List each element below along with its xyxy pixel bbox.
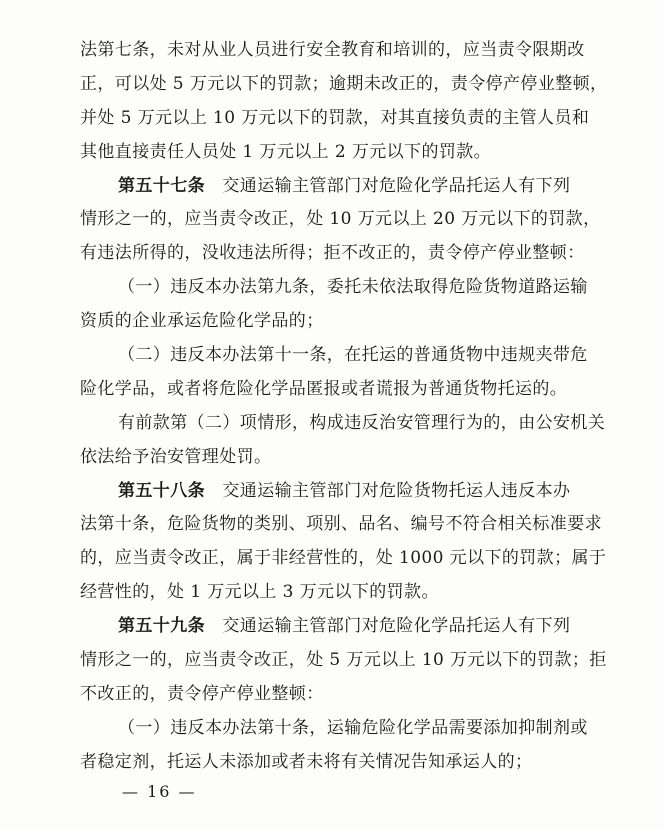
text-line: 正，可以处 5 万元以下的罚款；逾期未改正的，责令停产停业整顿， — [80, 73, 608, 94]
article-58-title: 第五十八条 — [118, 480, 205, 501]
text-line: 的，应当责令改正，属于非经营性的，处 1000 元以下的罚款；属于 — [80, 548, 607, 569]
text-line: 经营性的，处 1 万元以上 3 万元以下的罚款。 — [80, 582, 439, 603]
text-line: 者稳定剂，托运人未添加或者未将有关情况告知承运人的； — [80, 751, 533, 772]
text-line: 法第十条，危险货物的类别、项别、品名、编号不符合相关标准要求 — [80, 514, 602, 535]
text-span: 交通运输主管部门对危险化学品托运人有下列 — [222, 616, 571, 637]
text-line: 法第七条，未对从业人员进行安全教育和培训的，应当责令限期改 — [80, 40, 585, 60]
text-line: （一）违反本办法第十条，运输危险化学品需要添加抑制剂或 — [118, 717, 588, 738]
article-59-first-line — [80, 610, 627, 644]
article-58-first-line — [80, 475, 627, 509]
text-line: 资质的企业承运危险化学品的； — [80, 311, 324, 332]
text-line: 情形之一的，应当责令改正，处 5 万元以上 10 万元以下的罚款；拒 — [80, 650, 607, 671]
article-59-title: 第五十九条 — [118, 616, 205, 637]
text-line: 依法给予治安管理处罚。 — [80, 446, 272, 467]
text-line: 情形之一的，应当责令改正，处 10 万元以上 20 万元以下的罚款， — [80, 209, 601, 230]
document-body — [80, 34, 627, 780]
text-line: 有违法所得的，没收违法所得；拒不改正的，责令停产停业整顿： — [80, 243, 585, 264]
text-line: 有前款第（二）项情形，构成违反治安管理行为的，由公安机关 — [118, 412, 606, 433]
text-line: 其他直接责任人员处 1 万元以上 2 万元以下的罚款。 — [80, 141, 492, 162]
article-57-title: 第五十七条 — [118, 175, 205, 196]
text-line: （一）违反本办法第九条，委托未依法取得危险货物道路运输 — [118, 277, 588, 298]
text-line: （二）违反本办法第十一条，在托运的普通货物中违规夹带危 — [118, 345, 588, 366]
page-number: — 16 — — [122, 782, 197, 801]
text-line: 不改正的，责令停产停业整顿： — [80, 683, 324, 704]
text-span: 交通运输主管部门对危险化学品托运人有下列 — [222, 175, 571, 196]
text-line: 险化学品，或者将危险化学品匿报或者谎报为普通货物托运的。 — [80, 378, 568, 399]
text-line: 并处 5 万元以上 10 万元以下的罚款，对其直接负责的主管人员和 — [80, 107, 590, 128]
text-span: 交通运输主管部门对危险货物托运人违反本办 — [222, 480, 571, 501]
article-57-first-line — [80, 170, 627, 204]
